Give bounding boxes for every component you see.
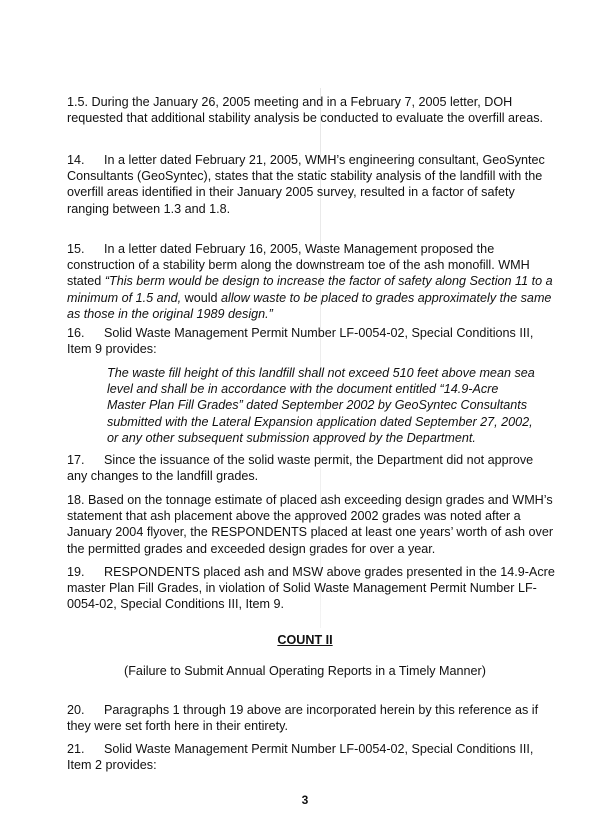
paragraph-number: 14. — [67, 153, 85, 167]
paragraph-17 — [67, 452, 555, 484]
paragraph-number: 21. — [67, 742, 85, 756]
paragraph-number: 17. — [67, 453, 85, 467]
paragraph-text: Solid Waste Management Permit Number LF-0054-02, Special Conditions III, Item 9 provides: — [67, 326, 534, 357]
paragraph-15 — [67, 241, 555, 322]
paragraph-21 — [67, 741, 555, 773]
paragraph-19 — [67, 564, 555, 613]
permit-condition-quote: The waste fill height of this landfill shall not exceed 510 feet above mean sea level and shall be in accordance with the document entitled “14.9-Acre Master Plan Fill Grades” dated September 2002 by GeoSyntec Consultants submitted with the Lateral Expansion application dated September 27, 2002, or any other subsequent submission approved by the Department. — [107, 366, 535, 445]
count-subheading: (Failure to Submit Annual Operating Reports in a Timely Manner) — [124, 664, 486, 678]
quoted-text: allow waste to be placed to grades approximately the same as those in the original 1989 design.” — [67, 290, 552, 321]
paragraph-20 — [67, 702, 555, 734]
paragraph-14 — [67, 152, 555, 217]
paragraph-text: In a letter dated February 21, 2005, WMH’s engineering consultant, GeoSyntec Consultants (GeoSyntec), states that the static stability analysis of the landfill with the overfill areas identified in their January 2005 survey, resulted in a factor of safety ranging between 1.3 and 1.8. — [67, 153, 545, 216]
paragraph-text: Solid Waste Management Permit Number LF-0054-02, Special Conditions III, Item 2 provides: — [67, 742, 534, 773]
paragraph-text: Since the issuance of the solid waste permit, the Department did not approve any changes to the landfill grades. — [67, 453, 534, 484]
paragraph-number: 20. — [67, 703, 85, 717]
paragraph-text: In a letter dated February 16, 2005, Waste Management proposed the construction of a stability berm along the downstream toe of the ash monofill. WMH stated — [67, 242, 530, 289]
paragraph-16 — [67, 325, 555, 357]
paragraph-18: 18. Based on the tonnage estimate of placed ash exceeding design grades and WMH’s statement that ash placement above the approved 2002 grades was noted after a January 2004 flyover, the RESPONDENTS placed at least one years’ worth of ash over the permitted grades and exceeded design grades for over a year. — [67, 493, 554, 556]
paragraph-text: Paragraphs 1 through 19 above are incorporated herein by this reference as if they were set forth here in their entirety. — [67, 703, 539, 734]
paragraph-number: 16. — [67, 326, 85, 340]
quoted-text: “This berm would be design to increase the factor of safety along Section 11 to a minimum of 1.5 and, — [67, 274, 553, 305]
paragraph-1-5: 1.5. During the January 26, 2005 meeting and in a February 7, 2005 letter, DOH requested that additional stability analysis be conducted to evaluate the overfill areas. — [67, 95, 544, 126]
paragraph-number: 19. — [67, 565, 85, 579]
page-number: 3 — [301, 793, 309, 807]
count-heading: COUNT II — [277, 633, 333, 647]
paragraph-number: 15. — [67, 242, 85, 256]
paragraph-text: RESPONDENTS placed ash and MSW above grades presented in the 14.9-Acre master Plan Fill Grades, in violation of Solid Waste Management Permit Number LF-0054-02, Special Conditions III, Item 9. — [67, 565, 555, 612]
paragraph-text: would — [181, 290, 222, 305]
